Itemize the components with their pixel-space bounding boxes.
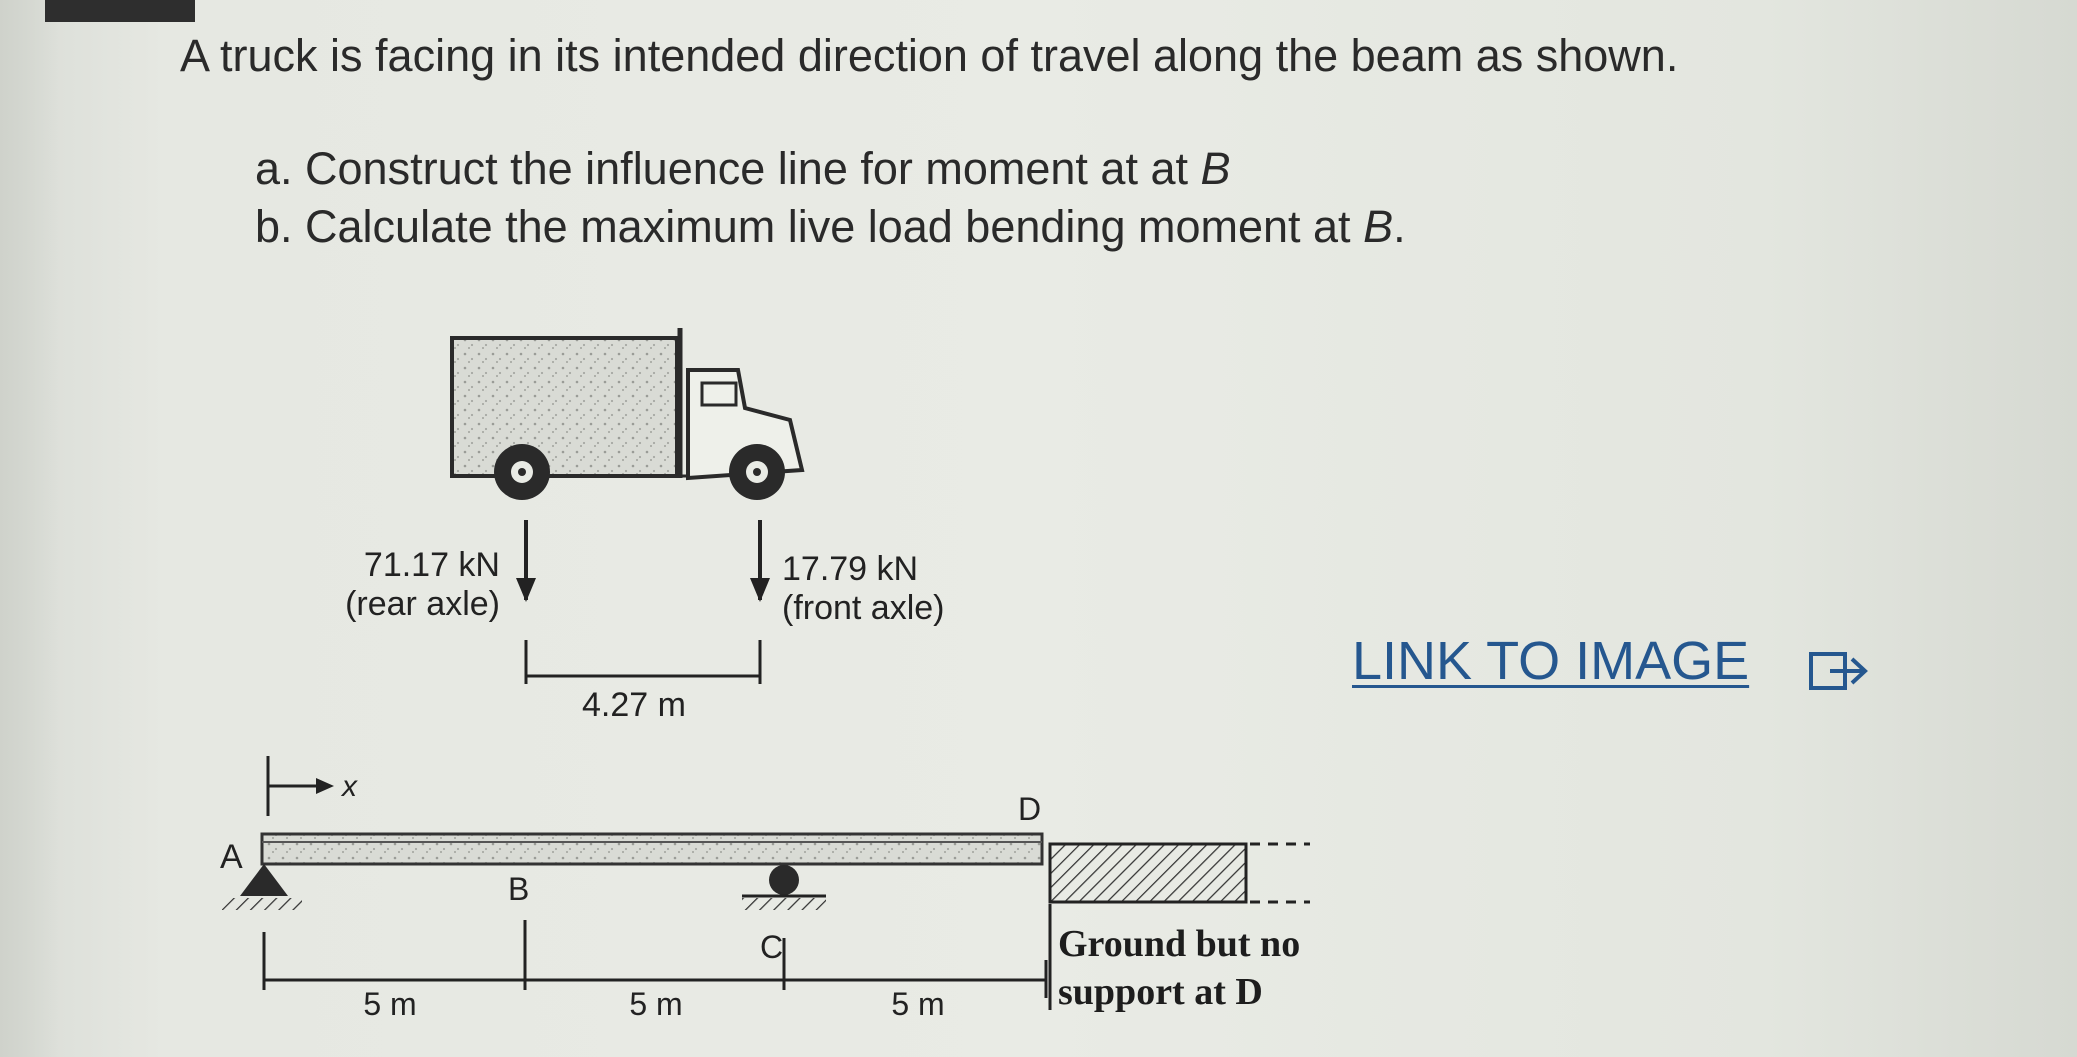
rear-axle-load-label: 71.17 kN [363, 546, 500, 584]
point-a-label: A [220, 838, 243, 876]
part-a-variable: B [1200, 143, 1231, 194]
part-a-text: a. Construct the influence line for moment at at [255, 143, 1201, 194]
truck-cargo-box [452, 338, 677, 476]
x-axis-indicator [268, 756, 334, 816]
part-b-variable: B [1363, 201, 1394, 252]
ground-note-line2: support at D [1058, 971, 1263, 1013]
point-b-label: B [508, 871, 530, 907]
beam [262, 834, 1042, 864]
rear-axle-load-arrow [516, 520, 536, 602]
ground-note-line1: Ground but no [1058, 923, 1301, 965]
front-axle-caption: (front axle) [782, 589, 945, 627]
axle-spacing-label: 4.27 m [582, 686, 686, 724]
part-b-text: b. Calculate the maximum live load bending moment at [255, 201, 1364, 252]
x-axis-label: x [342, 770, 357, 803]
span-cd-label: 5 m [891, 986, 945, 1022]
link-to-image[interactable]: LINK TO IMAGE [1352, 631, 1750, 691]
front-axle-load-arrow [750, 520, 770, 602]
roller-support-c [742, 865, 826, 910]
question-title: A truck is facing in its intended direction of travel along the beam as shown. [180, 30, 1679, 81]
point-d-label: D [1018, 791, 1042, 827]
point-c-label: C [760, 929, 784, 965]
span-ab-label: 5 m [363, 986, 417, 1022]
rear-wheel [494, 444, 550, 500]
ground-block [1050, 844, 1310, 902]
part-b-suffix: . [1393, 201, 1406, 252]
truck-drawing [452, 328, 802, 500]
span-bc-label: 5 m [629, 986, 683, 1022]
rear-axle-caption: (rear axle) [345, 585, 500, 623]
front-axle-load-label: 17.79 kN [782, 550, 919, 588]
axle-spacing-dimension [526, 640, 760, 684]
front-wheel [729, 444, 785, 500]
